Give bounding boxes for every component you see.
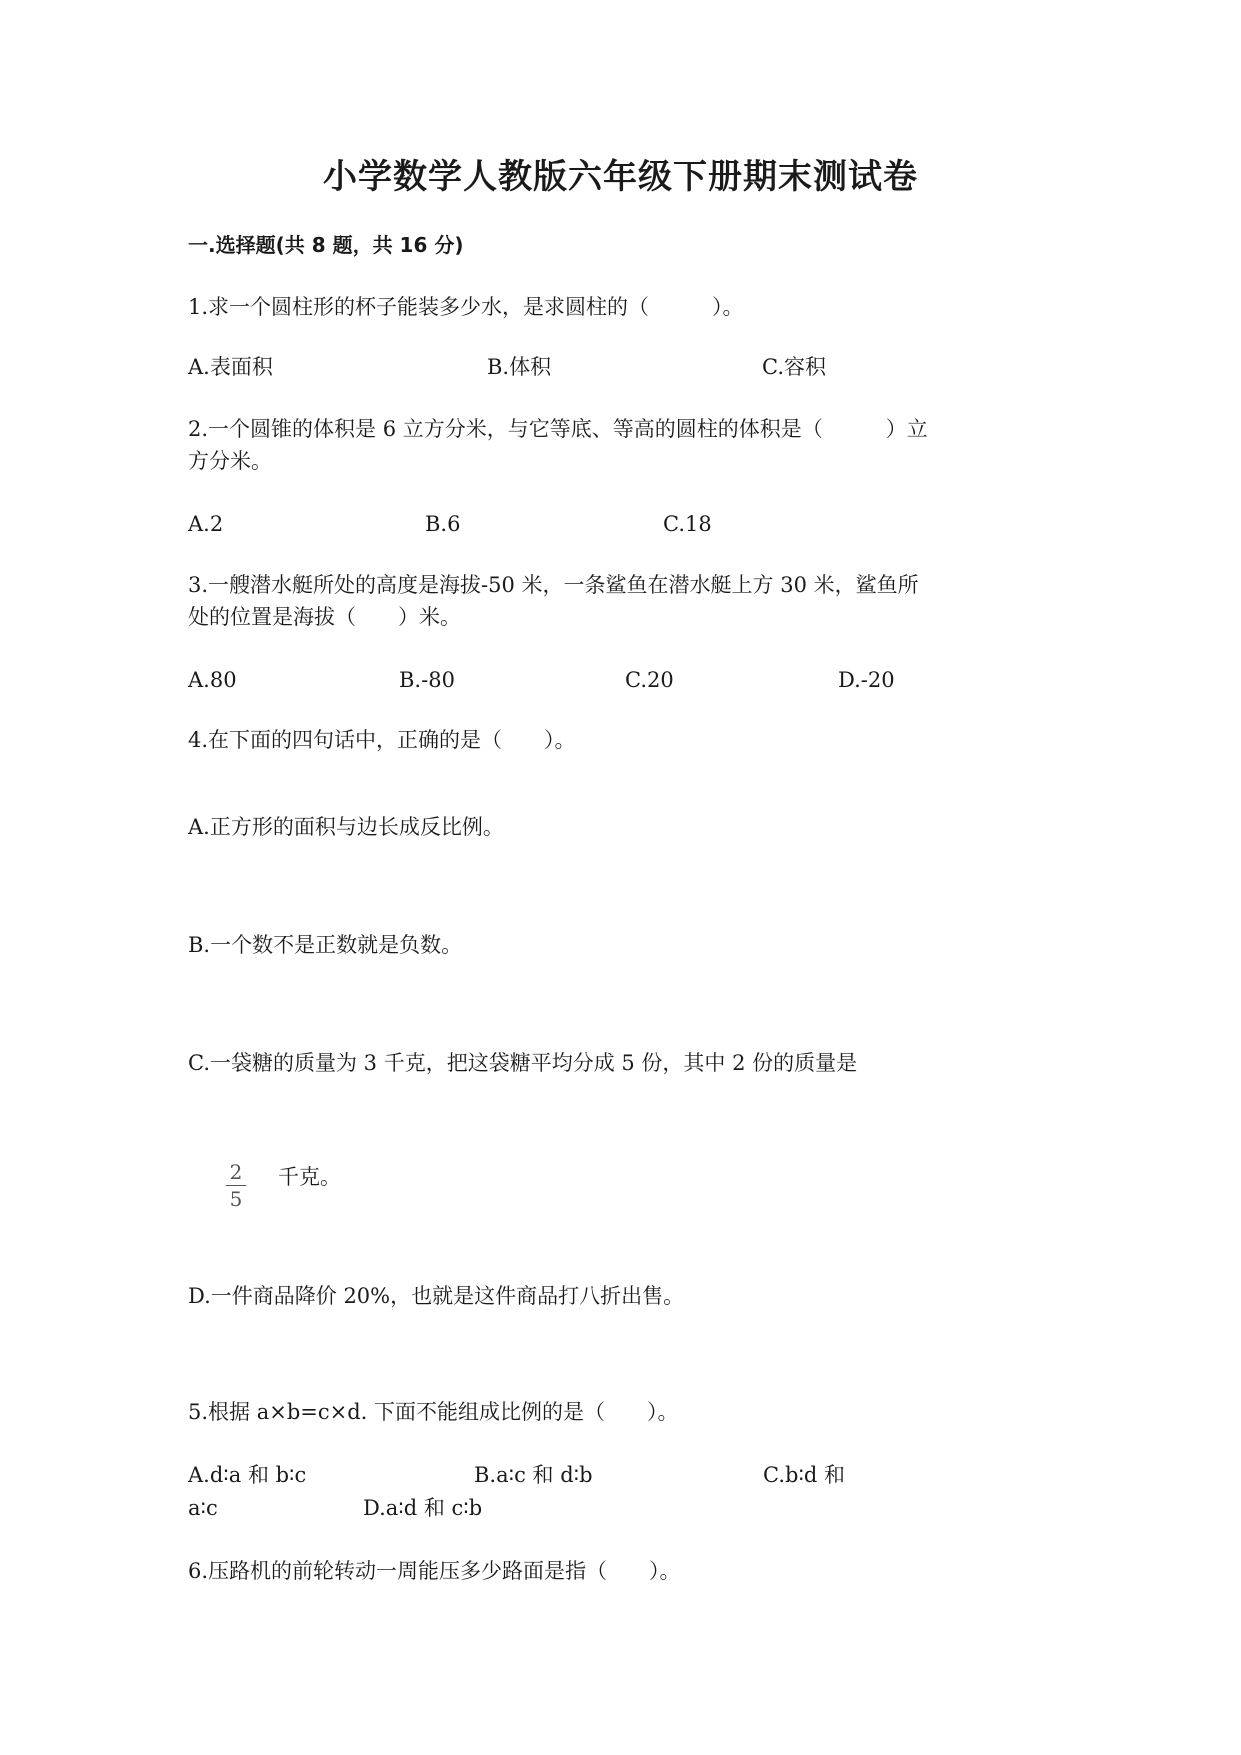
q1-option-c: C.容积 xyxy=(762,355,826,379)
page-title: 小学数学人教版六年级下册期末测试卷 xyxy=(323,157,918,197)
q4-option-c-fraction xyxy=(224,1160,248,1211)
q4-option-a: A.正方形的面积与边长成反比例。 xyxy=(188,815,504,839)
q4-option-b: B.一个数不是正数就是负数。 xyxy=(188,933,463,957)
q2-option-c: C.18 xyxy=(663,512,712,536)
q3-option-c: C.20 xyxy=(625,668,674,692)
question-3-line2: 处的位置是海拔（ ）米。 xyxy=(188,605,461,629)
question-6: 6.压路机的前轮转动一周能压多少路面是指（ ）。 xyxy=(188,1559,681,1583)
question-2-line2: 方分米。 xyxy=(188,449,272,473)
fraction-bar xyxy=(226,1185,246,1186)
q1-option-a: A.表面积 xyxy=(188,355,273,379)
q4-option-d: D.一件商品降价 20%，也就是这件商品打八折出售。 xyxy=(188,1284,685,1308)
q5-option-d: D.a∶d 和 c∶b xyxy=(363,1496,483,1520)
question-1: 1.求一个圆柱形的杯子能装多少水，是求圆柱的（ ）。 xyxy=(188,295,744,319)
q3-option-a: A.80 xyxy=(188,668,237,692)
question-4: 4.在下面的四句话中，正确的是（ ）。 xyxy=(188,728,576,752)
q3-option-d: D.-20 xyxy=(838,668,895,692)
question-5: 5.根据 a×b=c×d. 下面不能组成比例的是（ ）。 xyxy=(188,1400,679,1424)
q3-option-b: B.-80 xyxy=(399,668,455,692)
q1-option-b: B.体积 xyxy=(487,355,552,379)
fraction-numerator: 2 xyxy=(229,1160,243,1184)
question-3-line1: 3.一艘潜水艇所处的高度是海拔-50 米，一条鲨鱼在潜水艇上方 30 米，鲨鱼所 xyxy=(188,573,919,597)
q4-option-c: C.一袋糖的质量为 3 千克，把这袋糖平均分成 5 份，其中 2 份的质量是 xyxy=(188,1051,858,1075)
q2-option-a: A.2 xyxy=(188,512,224,536)
question-2-line1: 2.一个圆锥的体积是 6 立方分米，与它等底、等高的圆柱的体积是（ ）立 xyxy=(188,417,928,441)
q5-option-c: C.b∶d 和 xyxy=(763,1463,846,1487)
fraction-denominator: 5 xyxy=(229,1187,243,1211)
q5-option-c-continued: a∶c xyxy=(188,1496,218,1520)
q5-option-a: A.d∶a 和 b∶c xyxy=(188,1463,307,1487)
q5-option-b: B.a∶c 和 d∶b xyxy=(474,1463,593,1487)
q4-option-c-unit: 千克。 xyxy=(278,1165,341,1189)
q2-option-b: B.6 xyxy=(425,512,461,536)
section-heading: 一.选择题(共 8 题，共 16 分) xyxy=(188,233,464,257)
